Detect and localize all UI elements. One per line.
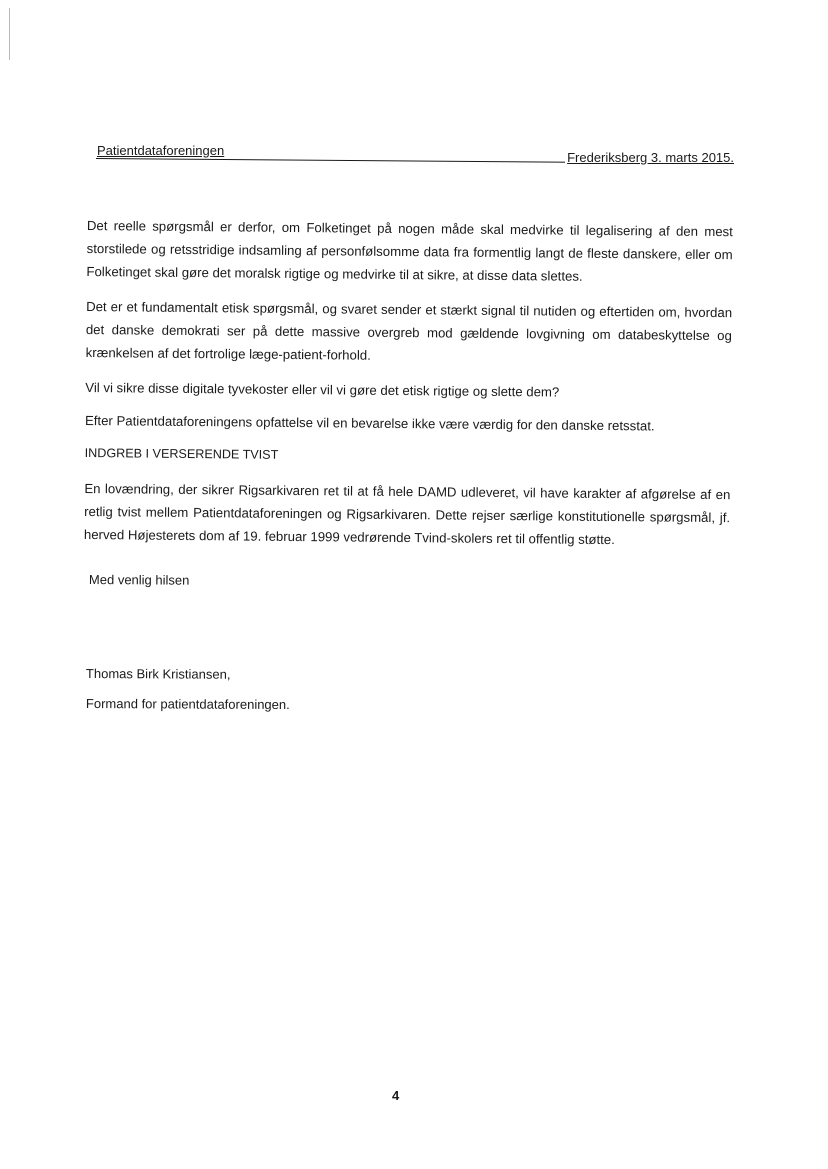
paragraph-2: Det er et fundamentalt etisk spørgsmål, og svaret sender et stærkt signal til nutiden og eftertiden om, hvordan det danske demokrati ser på dette massive overgreb mod gældende lovgivning om databeskyttelse og krænkelsen af det fortrolige læge-patient-forhold. bbox=[85, 298, 733, 363]
letter-header bbox=[96, 140, 734, 168]
paragraph-3: Vil vi sikre disse digitale tyvekoster eller vil vi gøre det etisk rigtige og slette dem? bbox=[85, 379, 560, 400]
page-number: 4 bbox=[392, 1088, 400, 1103]
signer-title: Formand for patientdataforeningen. bbox=[85, 696, 290, 713]
place-date: Frederiksberg 3. marts 2015. bbox=[567, 150, 734, 165]
section-paragraph: En lovændring, der sikrer Rigsarkivaren ret til at få hele DAMD udleveret, vil have karakter af afgørelse af en retlig tvist mellem Patientdataforeningen og Rigsarkivaren. Dette rejser særlige konstitutionelle spørgsmål, jf. herved Højesterets dom af 19. februar 1999 vedrørende Tvind-skolers ret til offentlig støtte. bbox=[83, 480, 731, 548]
signer-name: Thomas Birk Kristiansen, bbox=[85, 666, 231, 682]
paragraph-1: Det reelle spørgsmål er derfor, om Folketinget på nogen måde skal medvirke til legalisering af den mest storstilede og retsstridige indsamling af personfølsomme data fra formentlig langt de fleste danskere, eller om Folketinget skal gøre det moralsk rigtige og medvirke til at sikre, at disse data slettes. bbox=[86, 217, 733, 284]
paragraph-4: Efter Patientdataforeningens opfattelse vil en bevarelse ikke være værdig for den danske retsstat. bbox=[84, 412, 655, 434]
letter-body bbox=[84, 214, 733, 564]
section-heading: INDGREB I VERSERENDE TVIST bbox=[84, 445, 279, 462]
organization-name: Patientdataforeningen bbox=[97, 143, 225, 158]
scan-edge-mark bbox=[9, 8, 10, 60]
closing-salutation: Med venlig hilsen bbox=[88, 572, 190, 588]
